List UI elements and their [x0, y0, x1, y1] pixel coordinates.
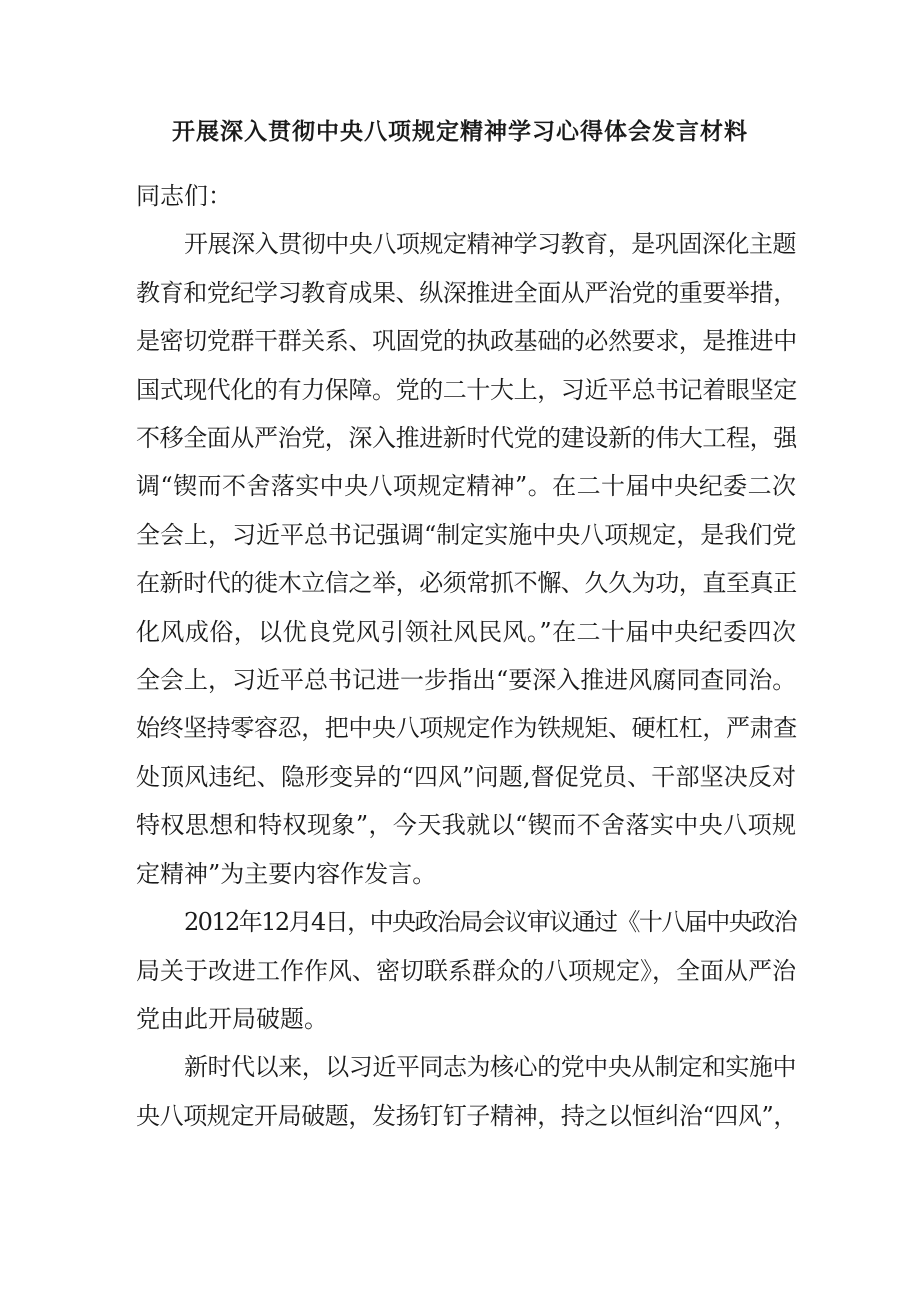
paragraph-line: 开展深入贯彻中央八项规定精神学习教育，是巩固深化主题	[184, 230, 796, 259]
paragraph-line: 在新时代的徙木立信之举，必须常抓不懈、久久为功，直至真正	[136, 569, 797, 598]
paragraph-line: 定精神”为主要内容作发言。	[136, 859, 437, 888]
paragraph-line: 国式现代化的有力保障。党的二十大上，习近平总书记着眼坚定	[136, 375, 797, 404]
salutation: 同志们：	[136, 182, 232, 210]
paragraph-line: 党由此开局破题。	[136, 1004, 328, 1033]
paragraph-3	[136, 1043, 796, 1140]
paragraph-line: 2012年12月4日，中央政治局会议审议通过《十八届中央政治	[184, 908, 796, 937]
paragraph-line: 教育和党纪学习教育成果、纵深推进全面从严治党的重要举措，	[136, 278, 797, 307]
paragraph-line: 化风成俗，以优良党风引领社风民风。”在二十届中央纪委四次	[136, 617, 796, 646]
paragraph-2	[136, 898, 796, 1043]
paragraph-line: 处顶风违纪、隐形变异的“四风”问题,督促党员、干部坚决反对	[136, 762, 796, 791]
document-body	[136, 172, 796, 1140]
paragraph-line: 全会上，习近平总书记进一步指出“要深入推进风腐同查同治。	[136, 666, 797, 695]
paragraph-line: 始终坚持零容忍，把中央八项规定作为铁规矩、硬杠杠，严肃查	[136, 714, 797, 743]
paragraph-line: 调“锲而不舍落实中央八项规定精神”。在二十届中央纪委二次	[136, 472, 796, 501]
document-title: 开展深入贯彻中央八项规定精神学习心得体会发言材料	[172, 118, 748, 145]
paragraph-line: 是密切党群干群关系、巩固党的执政基础的必然要求，是推进中	[136, 327, 797, 356]
paragraph-1	[136, 220, 796, 898]
paragraph-line: 央八项规定开局破题，发扬钉钉子精神，持之以恒纠治“四风”，	[136, 1101, 797, 1130]
paragraph-line: 不移全面从严治党，深入推进新时代党的建设新的伟大工程，强	[136, 424, 797, 453]
paragraph-line: 新时代以来，以习近平同志为核心的党中央从制定和实施中	[184, 1053, 796, 1082]
paragraph-line: 特权思想和特权现象”，今天我就以“锲而不舍落实中央八项规	[136, 811, 796, 840]
paragraph-line: 局关于改进工作作风、密切联系群众的八项规定》，全面从严治	[136, 956, 796, 985]
paragraph-line: 全会上，习近平总书记强调“制定实施中央八项规定，是我们党	[136, 520, 797, 549]
